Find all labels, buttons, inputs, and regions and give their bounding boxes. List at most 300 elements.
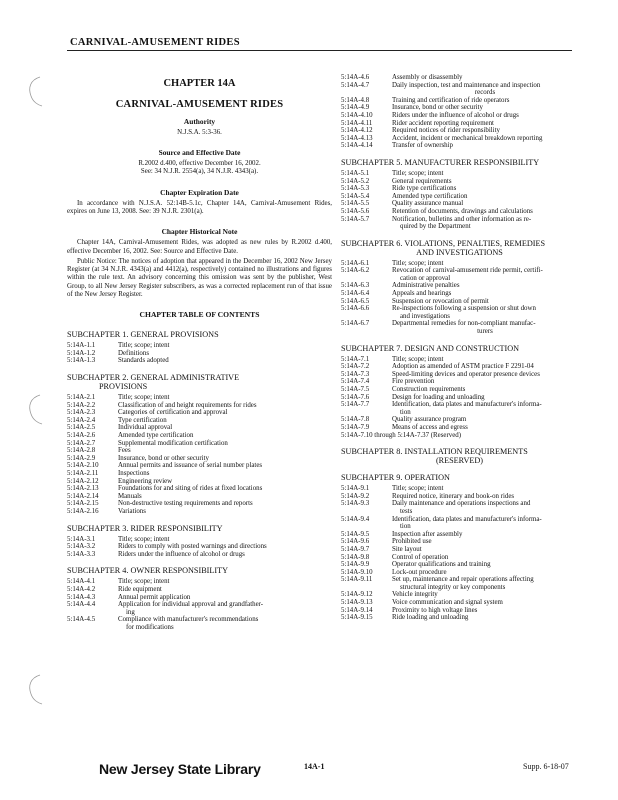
- toc-entry-title-text: Means of access and egress: [392, 423, 468, 431]
- expiration-heading: Chapter Expiration Date: [160, 187, 239, 197]
- toc-entry-number: 5:14A-2.12: [67, 477, 99, 485]
- toc-entry-number: 5:14A-9.7: [341, 545, 370, 553]
- toc-entry-title: [118, 357, 332, 365]
- running-head-rule: [67, 50, 572, 51]
- toc-entry-number: 5:14A-9.2: [341, 492, 370, 500]
- toc-entry-title-text: Standards adopted: [118, 357, 169, 365]
- toc-entry-title-text: Prohibited use: [392, 538, 432, 546]
- toc-entry: [67, 485, 332, 493]
- toc-entry: [341, 200, 578, 208]
- toc-entry-title-text: Variations: [118, 507, 146, 515]
- toc-entry-number: 5:14A-6.5: [341, 297, 370, 305]
- toc-entry-title: [118, 462, 332, 470]
- toc-entry-title-continuation: for modifications: [126, 623, 174, 631]
- toc-entry-title: [118, 500, 332, 508]
- toc-entry: [341, 500, 578, 515]
- toc-entry-title-text: Re-inspections following a suspension or shut down: [392, 305, 536, 313]
- toc-entry-title: [392, 401, 578, 416]
- toc-entry-title: [118, 551, 332, 559]
- toc-entry-number: 5:14A-2.14: [67, 492, 99, 500]
- toc-list: [67, 394, 332, 516]
- toc-entry-number: 5:14A-4.13: [341, 134, 373, 142]
- toc-entry: [67, 350, 332, 358]
- toc-entry-title-text: Rider accident reporting requirement: [392, 119, 494, 127]
- toc-entry: [341, 305, 578, 320]
- punch-hole-icon: [22, 392, 48, 428]
- toc-entry: [341, 424, 578, 432]
- toc-entry-number: 5:14A-6.4: [341, 290, 370, 298]
- toc-entry-title-text: Title; scope; intent: [118, 394, 170, 402]
- toc-entry-number: 5:14A-9.6: [341, 538, 370, 546]
- toc-entry: [341, 267, 578, 282]
- toc-entry: [341, 576, 578, 591]
- source-line: R.2002 d.400, effective December 16, 2002.: [138, 160, 261, 168]
- toc-entry: [67, 440, 332, 448]
- toc-entry-title: [118, 470, 332, 478]
- toc-entry-number: 5:14A-7.4: [341, 378, 370, 386]
- toc-entry-number: 5:14A-7.6: [341, 393, 370, 401]
- toc-entry-title-text: General requirements: [392, 177, 452, 185]
- toc-entry-title-text: Amended type certification: [118, 432, 194, 440]
- toc-entry-title-text: Supplemental modification certification: [118, 439, 228, 447]
- toc-entry-number: 5:14A-7.9: [341, 423, 370, 431]
- toc-entry-title: [392, 112, 578, 120]
- toc-entry-title: [392, 290, 578, 298]
- toc-entry-title: [118, 508, 332, 516]
- toc-entry-title-text: Insurance, bond or other security: [118, 454, 209, 462]
- toc-entry: [67, 551, 332, 559]
- toc-entry: [341, 591, 578, 599]
- toc-entry-title-continuation: tion: [400, 408, 411, 416]
- toc-entry-title-text: Accident, incident or mechanical breakdown reporting: [392, 134, 543, 142]
- toc-entry-title: [392, 104, 578, 112]
- toc-entry-title-continuation: tion: [400, 523, 411, 531]
- toc-entry-number: 5:14A-7.1: [341, 355, 370, 363]
- toc-entry-title: [392, 493, 578, 501]
- toc-entry: [341, 516, 578, 531]
- toc-entry-title: [392, 614, 578, 622]
- toc-entry-title-continuation: turers: [477, 328, 493, 336]
- toc-entry-number: 5:14A-9.9: [341, 561, 370, 569]
- toc-entry-number: 5:14A-5.3: [341, 185, 370, 193]
- toc-entry-title-text: Categories of certification and approval: [118, 409, 228, 417]
- toc-entry-number: 5:14A-9.1: [341, 485, 370, 493]
- left-column: [67, 74, 332, 632]
- toc-list: [67, 342, 332, 365]
- toc-entry-title-text: Fees: [118, 447, 131, 455]
- subchapter-heading: SUBCHAPTER 1. GENERAL PROVISIONS: [67, 330, 219, 340]
- toc-entry-title: [118, 493, 332, 501]
- toc-entry: [67, 578, 332, 586]
- running-head: CARNIVAL-AMUSEMENT RIDES: [70, 37, 240, 48]
- toc-entry-title: [392, 531, 578, 539]
- toc-entry-title-text: Site layout: [392, 545, 422, 553]
- toc-entry-title: [118, 586, 332, 594]
- toc-entry-number: 5:14A-2.15: [67, 500, 99, 508]
- toc-entry-title-text: Retention of documents, drawings and calculations: [392, 207, 533, 215]
- toc-list: [67, 536, 332, 559]
- toc-entry-title-text: Classification of and height requirements for rides: [118, 401, 257, 409]
- toc-list: [341, 74, 578, 150]
- toc-entry-title: [118, 536, 332, 544]
- toc-entry-title-text: Design for loading and unloading: [392, 393, 485, 401]
- subchapter-heading-line: PROVISIONS: [99, 382, 148, 392]
- toc-entry-title: [392, 305, 578, 320]
- toc-entry-number: 5:14A-7.2: [341, 363, 370, 371]
- toc-entry: [67, 586, 332, 594]
- toc-entry-number: 5:14A-4.5: [67, 616, 96, 624]
- toc-reserved-text: 5:14A-7.10 through 5:14A-7.37 (Reserved): [341, 431, 461, 439]
- toc-entry-number: 5:14A-2.7: [67, 439, 96, 447]
- toc-entry-number: 5:14A-4.1: [67, 578, 96, 586]
- toc-entry: [67, 342, 332, 350]
- toc-entry-number: 5:14A-9.14: [341, 606, 373, 614]
- toc-entry-title-text: Assembly or disassembly: [392, 74, 463, 81]
- toc-entry-title-text: Identification, data plates and manufacturer's informa-: [392, 515, 542, 523]
- toc-entry: [341, 599, 578, 607]
- right-column: [341, 74, 578, 622]
- toc-entry: [341, 401, 578, 416]
- toc-entry-title-continuation: and investigations: [400, 312, 450, 320]
- toc-entry-title-text: Annual permit application: [118, 593, 191, 601]
- toc-entry-title-continuation: quired by the Department: [400, 223, 471, 231]
- toc-entry-title-text: Application for individual approval and grandfather-: [118, 601, 264, 609]
- subchapter-heading-line: (RESERVED): [435, 456, 484, 466]
- toc-entry-title-text: Administrative penalties: [392, 282, 460, 290]
- toc-entry: [341, 74, 578, 82]
- toc-entry: [67, 455, 332, 463]
- historical-paragraph: Chapter 14A, Carnival-Amusement Rides, was adopted as new rules by R.2002 d.400, effective December 16, 2002. See: Source and Effective Date.: [67, 239, 332, 255]
- punch-hole-icon: [22, 74, 48, 110]
- toc-entry-number: 5:14A-9.8: [341, 553, 370, 561]
- toc-entry-title-text: Control of operation: [392, 553, 449, 561]
- toc-entry: [67, 462, 332, 470]
- toc-entry-number: 5:14A-7.8: [341, 416, 370, 424]
- subchapter-heading-line: SUBCHAPTER 8. INSTALLATION REQUIREMENTS: [341, 447, 528, 457]
- subchapter-heading: SUBCHAPTER 4. OWNER RESPONSIBILITY: [67, 566, 229, 576]
- toc-entry: [341, 104, 578, 112]
- toc-entry-title: [392, 599, 578, 607]
- toc-entry-title: [392, 485, 578, 493]
- toc-entry: [341, 371, 578, 379]
- toc-entry-title-text: Title; scope; intent: [118, 535, 170, 543]
- chapter-number: CHAPTER 14A: [163, 78, 236, 89]
- toc-entry-title-text: Ride type certifications: [392, 185, 457, 193]
- toc-entry: [341, 112, 578, 120]
- toc-entry-title: [392, 576, 578, 591]
- toc-entry: [341, 127, 578, 135]
- toc-entry: [341, 208, 578, 216]
- toc-entry-title-text: Engineering review: [118, 477, 173, 485]
- toc-entry-title: [392, 216, 578, 231]
- toc-entry-title-text: Daily maintenance and operations inspections and: [392, 500, 531, 508]
- toc-entry-number: 5:14A-5.4: [341, 192, 370, 200]
- toc-entry: [341, 538, 578, 546]
- toc-entry-title: [392, 394, 578, 402]
- toc-entry-title-text: Title; scope; intent: [392, 485, 444, 493]
- toc-entry-title: [118, 616, 332, 631]
- toc-entry-title: [392, 546, 578, 554]
- toc-entry: [67, 447, 332, 455]
- toc-entry: [341, 607, 578, 615]
- toc-entry-title: [392, 120, 578, 128]
- toc-entry-title: [392, 282, 578, 290]
- toc-entry-title: [392, 74, 578, 82]
- toc-entry-number: 5:14A-1.1: [67, 342, 96, 350]
- toc-entry-title-text: Manuals: [118, 492, 142, 500]
- subchapter-heading: [67, 373, 332, 391]
- toc-entry-title-text: Speed-limiting devices and operator presence devices: [392, 370, 540, 378]
- toc-entry-title-text: Compliance with manufacturer's recommendations: [118, 616, 259, 624]
- toc-list: [67, 578, 332, 631]
- toc-entry-number: 5:14A-6.6: [341, 305, 370, 313]
- toc-entry: [67, 508, 332, 516]
- toc-entry-title: [118, 342, 332, 350]
- toc-entry: [341, 82, 578, 97]
- toc-entry: [341, 260, 578, 268]
- authority-heading: Authority: [183, 117, 216, 126]
- toc-entry: [341, 135, 578, 143]
- toc-entry-title-text: Definitions: [118, 349, 150, 357]
- toc-entry-number: 5:14A-6.3: [341, 282, 370, 290]
- toc-entry-number: 5:14A-2.6: [67, 432, 96, 440]
- toc-entry-title-text: Required notices of rider responsibility: [392, 127, 500, 135]
- subchapter-heading: [341, 447, 578, 465]
- toc-entry: [341, 170, 578, 178]
- toc-entry: [67, 493, 332, 501]
- authority-text: N.J.S.A. 5:3-36.: [177, 129, 222, 136]
- toc-entry: [341, 185, 578, 193]
- toc-entry-title: [118, 447, 332, 455]
- toc-entry-number: 5:14A-4.8: [341, 96, 370, 104]
- toc-entry-title: [118, 440, 332, 448]
- toc-entry-number: 5:14A-6.1: [341, 259, 370, 267]
- toc-entry-title-text: Proximity to high voltage lines: [392, 606, 478, 614]
- toc-entry: [67, 432, 332, 440]
- toc-entry-title-text: Notification, bulletins and other information as re-: [392, 215, 532, 223]
- toc-entry-title-continuation: ing: [126, 608, 135, 616]
- toc-entry-title-text: Title; scope; intent: [392, 259, 444, 267]
- toc-entry-number: 5:14A-4.7: [341, 81, 370, 89]
- toc-entry-title: [392, 363, 578, 371]
- subchapter-heading: SUBCHAPTER 5. MANUFACTURER RESPONSIBILITY: [341, 157, 540, 167]
- toc-entry-title-text: Annual permits and issuance of serial number plates: [118, 462, 263, 470]
- subchapter-heading-line: SUBCHAPTER 2. GENERAL ADMINISTRATIVE: [67, 373, 240, 383]
- expiration-text: In accordance with N.J.S.A. 52:14B-5.1c, Chapter 14A, Carnival-Amusement Rides, expires on June 13, 2008. See: 39 N.J.R. 2301(a).: [67, 199, 332, 215]
- toc-entry-title-text: Quality assurance program: [392, 416, 467, 424]
- supplement-date: Supp. 6-18-07: [523, 762, 569, 771]
- toc-entry-title-text: Revocation of carnival-amusement ride permit, certifi-: [392, 267, 543, 275]
- toc-entry-title-text: Daily inspection, test and maintenance and inspection: [392, 81, 541, 89]
- toc-entry-title-text: Riders to comply with posted warnings and directions: [118, 543, 267, 551]
- toc-entry-title: [392, 193, 578, 201]
- toc-entry-title-text: Insurance, bond or other security: [392, 104, 483, 112]
- toc-entry: [341, 97, 578, 105]
- toc-entry-title: [392, 371, 578, 379]
- toc-entry-number: 5:14A-6.7: [341, 320, 370, 328]
- toc-entry: [67, 536, 332, 544]
- toc-entry-title-text: Ride equipment: [118, 585, 162, 593]
- toc-entry: [67, 478, 332, 486]
- toc-entry-number: 5:14A-2.1: [67, 394, 96, 402]
- toc-list: [341, 485, 578, 622]
- toc-entry-title: [392, 170, 578, 178]
- toc-entry-title: [392, 356, 578, 364]
- toc-entry: [341, 531, 578, 539]
- subchapter-heading: SUBCHAPTER 9. OPERATION: [341, 473, 450, 483]
- toc-entry-number: 5:14A-4.9: [341, 104, 370, 112]
- toc-reserved-row: [341, 432, 578, 440]
- toc-entry-title: [118, 402, 332, 410]
- toc-entry-number: 5:14A-2.13: [67, 485, 99, 493]
- toc-entry-title-text: Non-destructive testing requirements and reports: [118, 500, 253, 508]
- toc-entry: [341, 120, 578, 128]
- toc-entry-title: [118, 350, 332, 358]
- toc-entry-number: 5:14A-4.4: [67, 601, 96, 609]
- toc-entry-title: [392, 82, 578, 97]
- toc-entry-title-text: Riders under the influence of alcohol or drugs: [392, 111, 519, 119]
- toc-entry: [67, 601, 332, 616]
- toc-entry-title-text: Title; scope; intent: [392, 169, 444, 177]
- toc-entry-number: 5:14A-4.6: [341, 74, 370, 81]
- toc-entry-number: 5:14A-4.12: [341, 127, 373, 135]
- toc-list: [341, 170, 578, 231]
- toc-entry-title-text: Inspection after assembly: [392, 530, 463, 538]
- toc-entry-title-text: Operator qualifications and training: [392, 561, 491, 569]
- toc-entry-number: 5:14A-4.11: [341, 119, 373, 127]
- toc-entry-number: 5:14A-5.5: [341, 200, 370, 208]
- toc-entry-number: 5:14A-9.12: [341, 591, 373, 599]
- toc-entry-title: [392, 607, 578, 615]
- toc-entry-number: 5:14A-7.7: [341, 401, 370, 409]
- toc-entry: [341, 416, 578, 424]
- toc-entry-number: 5:14A-9.13: [341, 599, 373, 607]
- toc-entry: [341, 178, 578, 186]
- toc-entry: [341, 485, 578, 493]
- toc-entry-title-text: Individual approval: [118, 424, 173, 432]
- toc-list: [341, 260, 578, 336]
- toc-entry: [67, 424, 332, 432]
- toc-entry-title-text: Title; scope; intent: [392, 355, 444, 363]
- toc-entry-title-continuation: records: [474, 89, 496, 97]
- toc-entry: [341, 386, 578, 394]
- toc-entry-number: 5:14A-2.4: [67, 416, 96, 424]
- toc-entry-title-text: Appeals and hearings: [392, 290, 452, 298]
- toc-entry-title-text: Lock-out procedure: [392, 568, 447, 576]
- toc-entry-title: [392, 561, 578, 569]
- toc-entry-number: 5:14A-4.14: [341, 142, 373, 150]
- toc-entry-number: 5:14A-3.3: [67, 550, 96, 558]
- toc-entry-title: [118, 601, 332, 616]
- toc-entry: [341, 320, 578, 335]
- toc-entry-title-text: Vehicle integrity: [392, 591, 438, 599]
- toc-entry: [341, 142, 578, 150]
- toc-entry-title-text: Training and certification of ride operators: [392, 96, 510, 104]
- subchapter-heading-line: SUBCHAPTER 6. VIOLATIONS, PENALTIES, REMEDIES: [341, 238, 546, 248]
- toc-entry-title-text: Set up, maintenance and repair operations affecting: [392, 576, 534, 584]
- toc-entry-number: 5:14A-3.1: [67, 535, 96, 543]
- toc-entry-title: [392, 516, 578, 531]
- toc-entry-title-text: Inspections: [118, 470, 150, 477]
- source-heading: Source and Effective Date: [158, 148, 241, 158]
- toc-entry-title-continuation: cation or approval: [400, 274, 451, 282]
- toc-entry-title: [392, 127, 578, 135]
- toc-entry: [341, 493, 578, 501]
- toc-entry-title-text: Transfer of ownership: [392, 142, 453, 150]
- toc-entry: [341, 546, 578, 554]
- toc-entry-number: 5:14A-5.2: [341, 177, 370, 185]
- toc-entry-number: 5:14A-5.1: [341, 169, 370, 177]
- toc-entry-title-text: Fire prevention: [392, 378, 435, 386]
- toc-entry: [341, 193, 578, 201]
- toc-entry: [341, 298, 578, 306]
- toc-entry-title: [118, 424, 332, 432]
- toc-entry-number: 5:14A-9.10: [341, 568, 373, 576]
- toc-entry-title: [392, 320, 578, 335]
- punch-hole-icon: [22, 672, 48, 708]
- subchapter-heading-line: AND INVESTIGATIONS: [416, 247, 503, 257]
- toc-entry: [341, 216, 578, 231]
- toc-entry-title: [118, 409, 332, 417]
- toc-entry-title: [392, 416, 578, 424]
- toc-entry-title: [118, 455, 332, 463]
- toc-entry-title: [118, 394, 332, 402]
- toc-entry-title-text: Riders under the influence of alcohol or drugs: [118, 550, 245, 558]
- toc-entry-number: 5:14A-2.10: [67, 462, 99, 470]
- toc-entry-number: 5:14A-2.2: [67, 401, 96, 409]
- toc-entry-number: 5:14A-2.16: [67, 507, 99, 515]
- toc-entry-number: 5:14A-2.3: [67, 409, 96, 417]
- toc-entry-title: [118, 578, 332, 586]
- toc-entry-title: [118, 478, 332, 486]
- toc-entry-title-continuation: tests: [400, 507, 413, 515]
- toc-entry-title: [392, 178, 578, 186]
- toc-entry-number: 5:14A-4.3: [67, 593, 96, 601]
- toc-entry-number: 5:14A-3.2: [67, 543, 96, 551]
- toc-entry-title-continuation: structural integrity or key components: [400, 583, 506, 591]
- toc-heading: CHAPTER TABLE OF CONTENTS: [139, 310, 260, 320]
- toc-entry-title: [392, 135, 578, 143]
- toc-entry: [67, 394, 332, 402]
- subchapter-heading: SUBCHAPTER 7. DESIGN AND CONSTRUCTION: [341, 343, 520, 353]
- toc-entry-title-text: Quality assurance manual: [392, 200, 464, 208]
- toc-entry-title: [118, 594, 332, 602]
- toc-entry-title: [392, 424, 578, 432]
- library-stamp: New Jersey State Library: [99, 761, 261, 777]
- toc-entry-title-text: Adoption as amended of ASTM practice F 2291-04: [392, 363, 534, 371]
- toc-entry: [341, 569, 578, 577]
- toc-entry-number: 5:14A-6.2: [341, 267, 370, 275]
- toc-entry-title: [392, 260, 578, 268]
- toc-entry-title: [392, 208, 578, 216]
- toc-entry-title-text: Identification, data plates and manufacturer's informa-: [392, 401, 542, 409]
- toc-entry: [67, 417, 332, 425]
- toc-entry-title: [392, 298, 578, 306]
- toc-entry-title: [392, 200, 578, 208]
- toc-entry-title: [392, 500, 578, 515]
- toc-entry-number: 5:14A-9.15: [341, 614, 373, 622]
- toc-entry: [341, 282, 578, 290]
- toc-entry: [341, 561, 578, 569]
- toc-entry-title: [392, 554, 578, 562]
- toc-entry-number: 5:14A-5.6: [341, 207, 370, 215]
- toc-entry-title-text: Amended type certification: [392, 192, 468, 200]
- toc-entry-number: 5:14A-9.4: [341, 515, 370, 523]
- toc-entry-number: 5:14A-9.11: [341, 576, 373, 584]
- toc-entry-title: [118, 417, 332, 425]
- subchapter-heading: [341, 239, 578, 257]
- historical-paragraph: Public Notice: The notices of adoption that appeared in the December 16, 2002 New Jersey Register (at 34 N.J.R. 4343(a) and 4412(a), respectively) contained no illustrations and figures within the rule text. An advisory concerning this omission was sent by the publisher, West Group, to all New Jersey Register subscribers, as was a corrected replacement run of that issue of the New Jersey Register.: [67, 257, 332, 298]
